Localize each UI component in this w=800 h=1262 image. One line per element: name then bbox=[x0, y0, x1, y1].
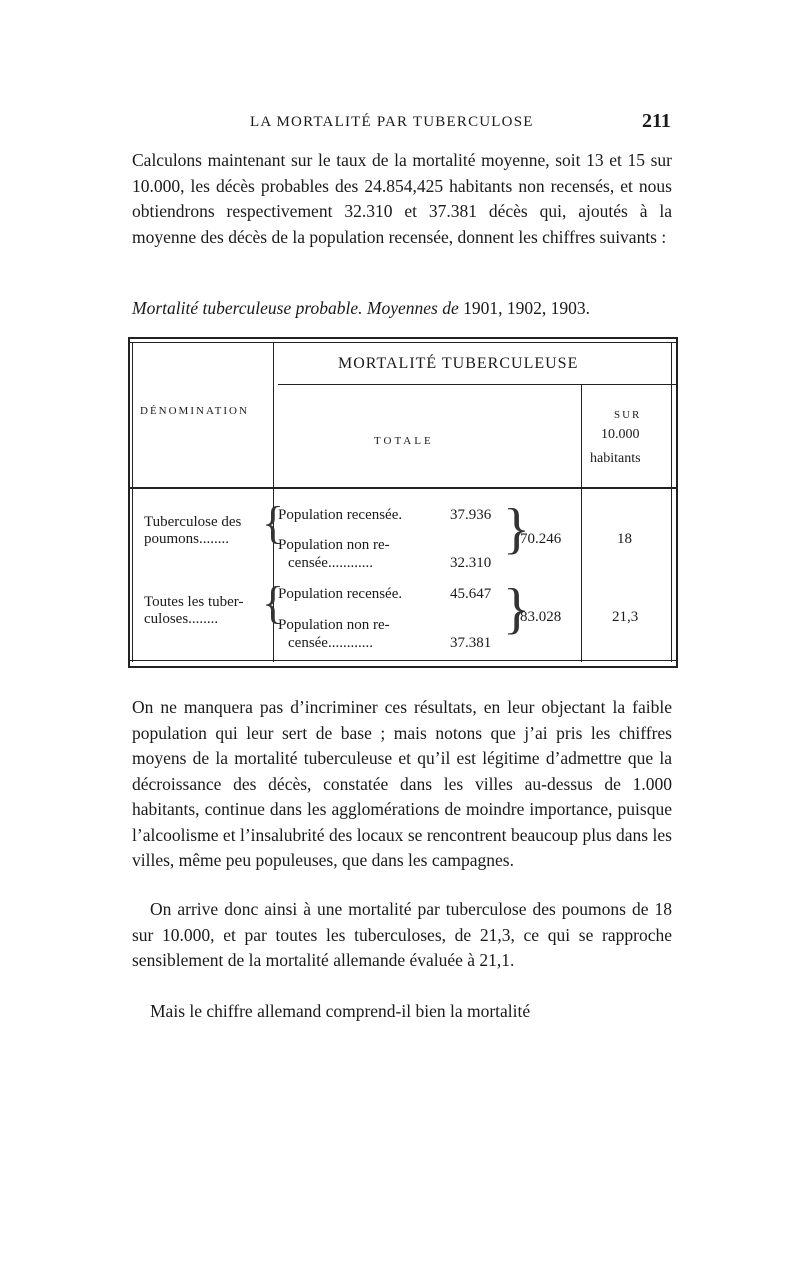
paragraph-calculons: Calculons maintenant sur le taux de la mortalité moyenne, soit 13 et 15 sur 10.000, les décès probables des 24.854,425 habitants non recensés, et nous obtiendrons respectivement 32.310 et 37.381 décès qui, ajoutés à la moyenne des décès de la population recensée, donnent les chiffres suivants : bbox=[132, 150, 672, 247]
running-head: LA MORTALITÉ PAR TUBERCULOSE bbox=[250, 114, 534, 130]
page-number: 211 bbox=[642, 110, 671, 132]
table-left-border bbox=[128, 337, 130, 668]
row2-pop-recensee-value: 45.647 bbox=[450, 586, 492, 602]
row2-pop-non-value: 37.381 bbox=[450, 635, 492, 651]
row1-pop-non-value: 32.310 bbox=[450, 555, 492, 571]
row1-total: 70.246 bbox=[520, 531, 562, 547]
row1-pop-recensee-value: 37.936 bbox=[450, 507, 492, 523]
header-totale: TOTALE bbox=[374, 435, 434, 447]
table-top-rule bbox=[128, 337, 678, 339]
table-bottom-rule bbox=[128, 666, 678, 668]
paragraph-incriminer: On ne manquera pas d’incriminer ces résultats, en leur objectant la faible population qui leur sert de base ; mais notons que j’ai pris les chiffres moyens de la mortalité tuberculeuse et qu’il est légitime d’admettre que la décroissance des décès, constatée dans les villes au-dessus de 1.000 habitants, continue dans les agglomérations de moindre importance, puisque l’alcoolisme et l’insalubrité des locaux se rencontrent beaucoup plus dans les villes, même peu populeuses, que dans les campagnes. bbox=[132, 697, 672, 870]
header-denomination: DÉNOMINATION bbox=[140, 405, 249, 417]
paragraph-mais: Mais le chiffre allemand comprend-il bien la mortalité bbox=[150, 1001, 531, 1021]
header-mortalite-tuberculeuse: MORTALITÉ TUBERCULEUSE bbox=[338, 355, 579, 372]
table-right-border bbox=[676, 337, 678, 668]
header-habitants: habitants bbox=[590, 451, 641, 466]
row1-pop-recensee-label: Population recensée. bbox=[278, 507, 403, 523]
row2-per-10000: 21,3 bbox=[612, 609, 639, 625]
header-10000: 10.000 bbox=[601, 427, 640, 442]
table-left-border-inner bbox=[132, 342, 133, 662]
row1-pop-non-label-line1: Population non re- bbox=[278, 537, 390, 553]
row2-pop-non-label-line1: Population non re- bbox=[278, 617, 390, 633]
row1-per-10000: 18 bbox=[617, 531, 632, 547]
row2-pop-recensee-label: Population recensée. bbox=[278, 586, 403, 602]
row1-pop-non-label-line2: censée............ bbox=[288, 555, 373, 571]
sur-divider bbox=[581, 384, 582, 662]
row2-name-line2: culoses........ bbox=[144, 611, 219, 627]
paragraph-on-arrive: On arrive donc ainsi à une mortalité par tuberculose des poumons de 18 sur 10.000, et par toutes les tuberculoses, de 21,3, ce qui se rapproche sensiblement de la mortalité allemande évaluée à 21,1. bbox=[132, 899, 672, 970]
row2-left-brace: { bbox=[262, 577, 285, 628]
row2-pop-non-label-line2: censée............ bbox=[288, 635, 373, 651]
table-right-border-inner bbox=[671, 342, 672, 662]
row1-right-brace: } bbox=[503, 498, 530, 560]
row1-name-line2: poumons........ bbox=[144, 531, 230, 547]
header-sur: SUR bbox=[614, 409, 642, 421]
row2-name-line1: Toutes les tuber- bbox=[144, 594, 244, 610]
header-group-rule bbox=[278, 384, 678, 385]
row2-right-brace: } bbox=[503, 578, 530, 640]
table-top-rule-inner bbox=[128, 342, 678, 343]
row1-left-brace: { bbox=[262, 497, 285, 548]
mortality-table bbox=[128, 337, 678, 673]
row2-total: 83.028 bbox=[520, 609, 562, 625]
table-caption bbox=[132, 298, 684, 319]
table-bottom-rule-inner bbox=[128, 660, 678, 661]
row1-name-line1: Tuberculose des bbox=[144, 514, 242, 530]
caption-years: 1901, 1902, 1903. bbox=[463, 298, 590, 318]
header-bottom-rule bbox=[128, 487, 678, 489]
caption-label: Mortalité tuberculeuse probable. Moyennes de bbox=[132, 298, 459, 318]
